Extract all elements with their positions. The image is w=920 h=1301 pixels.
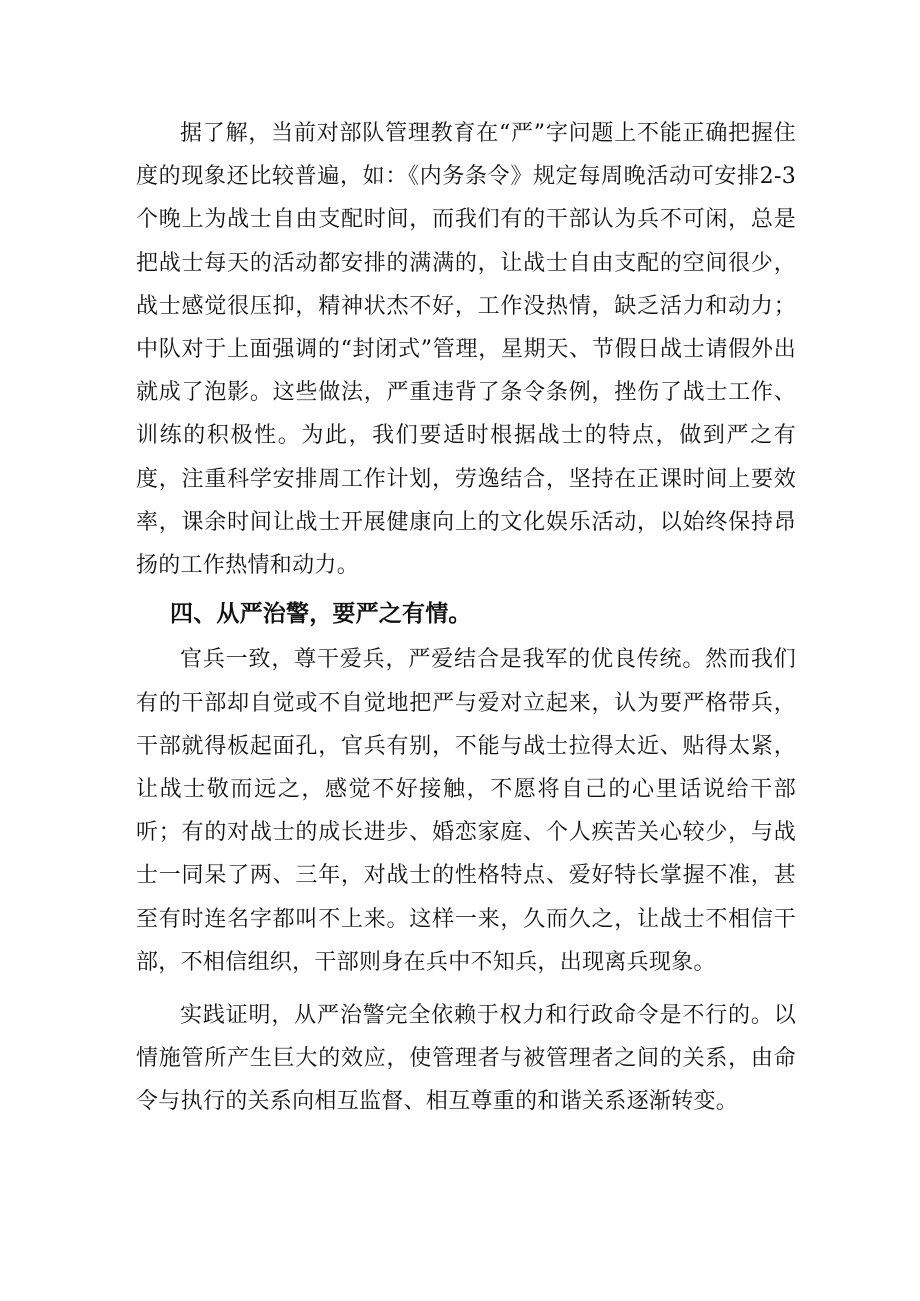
section-heading: 四、从严治警，要严之有情。 [170, 601, 472, 628]
paragraph-practice-proves: 实践证明，从严治警完全依赖于权力和行政命令是不行的。以情施管所产生巨大的效应，使管理者与被管理者之间的关系，由命令与执行的关系向相互监督、相互尊重的和谐关系逐渐转变。 [136, 1003, 796, 1115]
paragraph-officer-soldier-relations: 官兵一致，尊干爱兵，严爱结合是我军的优良传统。然而我们有的干部却自觉或不自觉地把严与爱对立起来，认为要严格带兵，干部就得板起面孔，官兵有别，不能与战士拉得太近、贴得太紧，让战士敬而远之，感觉不好接触，不愿将自己的心里话说给干部听；有的对战士的成长进步、婚恋家庭、个人疾苦关心较少，与战士一同呆了两、三年，对战士的性格特点、爱好特长掌握不准，甚至有时连名字都叫不上来。这样一来，久而久之，让战士不相信干部，不相信组织，干部则身在兵中不知兵，出现离兵现象。 [136, 647, 796, 975]
paragraph-strictness-degree: 据了解，当前对部队管理教育在“严”字问题上不能正确把握住度的现象还比较普遍，如：《内务条令》规定每周晚活动可安排2-3个晚上为战士自由支配时间，而我们有的干部认为兵不可闲，总是把战士每天的活动都安排的满满的，让战士自由支配的空间很少，战士感觉很压抑，精神状杰不好，工作没热情，缺乏活力和动力；中队对于上面强调的“封闭式”管理，星期天、节假日战士请假外出就成了泡影。这些做法，严重违背了条令条例，挫伤了战士工作、训练的积极性。为此，我们要适时根据战士的特点，做到严之有度，注重科学安排周工作计划，劳逸结合，坚持在正课时间上要效率，课余时间让战士开展健康向上的文化娱乐活动，以始终保持昂扬的工作热情和动力。 [136, 121, 796, 579]
document-body [136, 112, 796, 1124]
